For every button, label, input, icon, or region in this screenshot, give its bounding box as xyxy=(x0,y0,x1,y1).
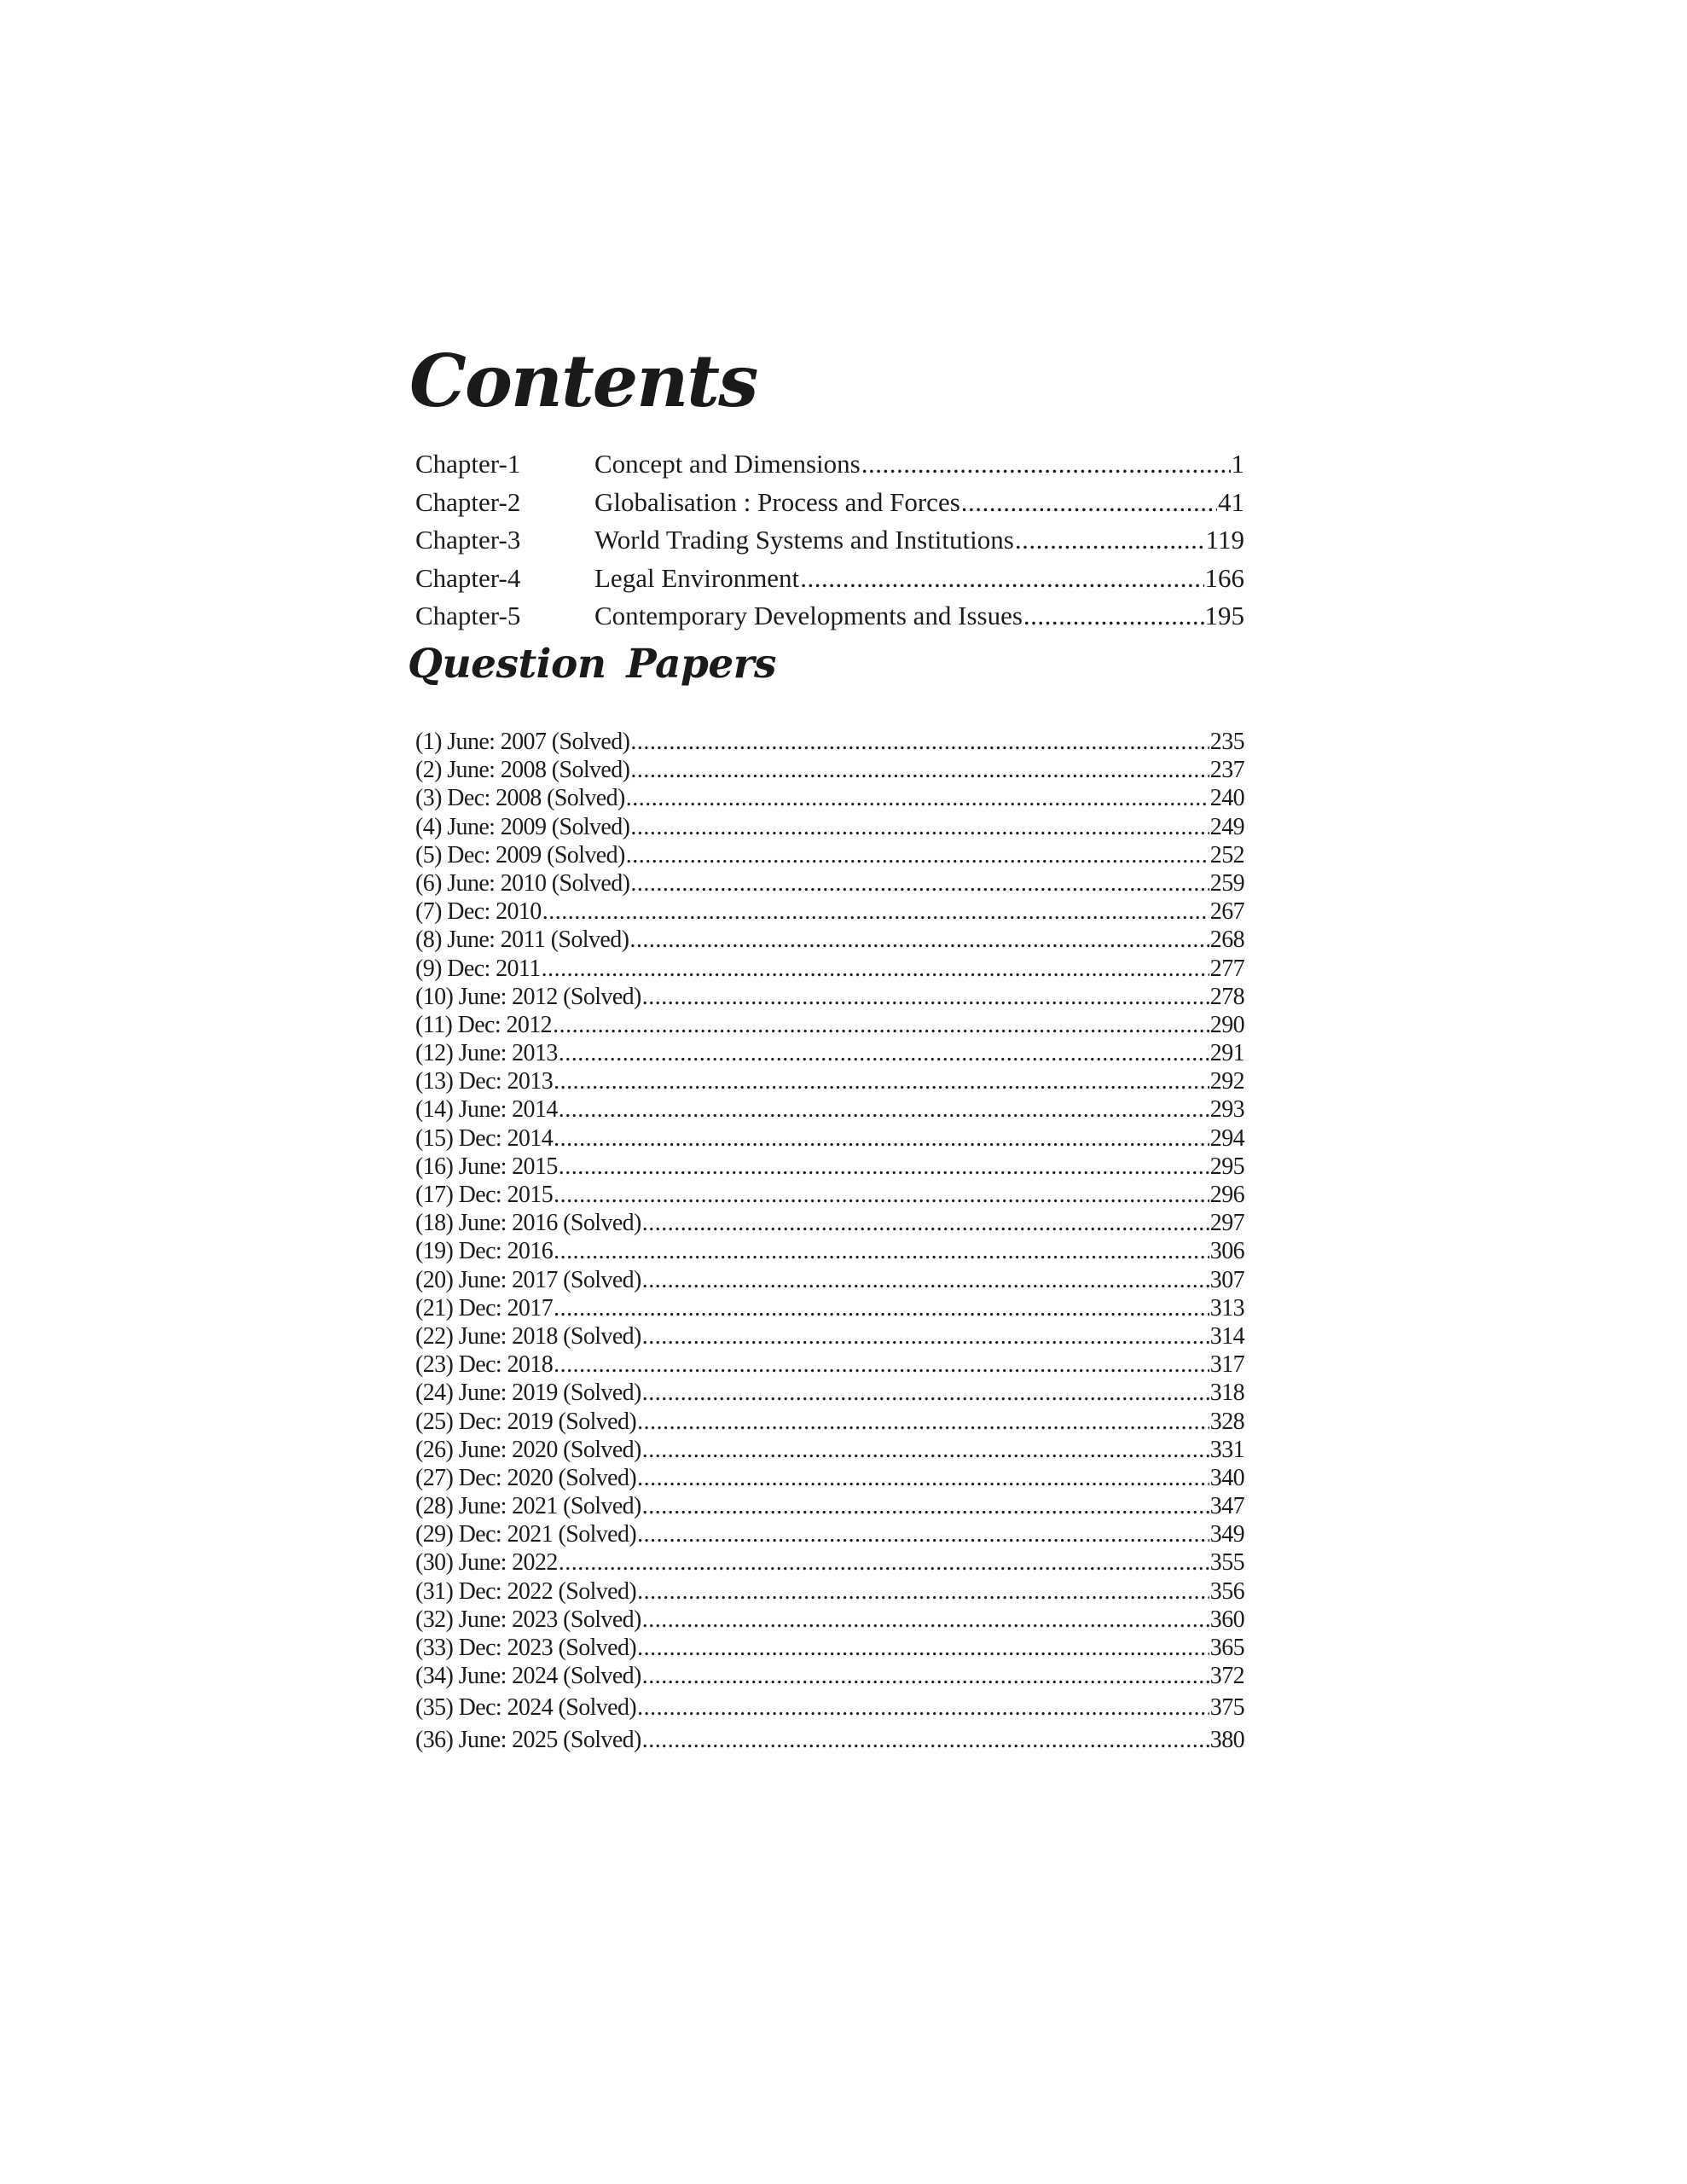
paper-label: (4) June: 2009 (Solved) xyxy=(415,813,630,840)
paper-label: (12) June: 2013 xyxy=(415,1040,558,1067)
paper-row xyxy=(415,1350,1244,1379)
chapter-row xyxy=(415,521,1244,560)
paper-page-number: 380 xyxy=(1209,1726,1244,1753)
dot-leader xyxy=(642,1266,1209,1294)
paper-page-number: 268 xyxy=(1209,926,1244,954)
paper-page-number: 292 xyxy=(1209,1068,1244,1095)
paper-row xyxy=(415,1520,1244,1548)
chapter-title: Legal Environment xyxy=(594,562,800,593)
chapter-title: Concept and Dimensions xyxy=(594,449,861,479)
paper-label: (5) Dec: 2009 (Solved) xyxy=(415,841,625,868)
paper-page-number: 317 xyxy=(1209,1351,1244,1379)
paper-row xyxy=(415,1726,1244,1754)
dot-leader xyxy=(637,1408,1209,1436)
paper-page-number: 347 xyxy=(1209,1493,1244,1520)
dot-leader xyxy=(637,1464,1209,1492)
paper-label: (3) Dec: 2008 (Solved) xyxy=(415,785,625,812)
dot-leader xyxy=(800,560,1203,598)
paper-page-number: 365 xyxy=(1209,1635,1244,1661)
dot-leader xyxy=(642,1662,1209,1690)
paper-page-number: 349 xyxy=(1209,1521,1244,1548)
dot-leader xyxy=(626,784,1209,812)
paper-label: (27) Dec: 2020 (Solved) xyxy=(415,1464,637,1491)
chapter-row xyxy=(415,445,1244,484)
dot-leader xyxy=(630,756,1209,784)
paper-page-number: 290 xyxy=(1209,1011,1244,1038)
paper-row xyxy=(415,1067,1244,1095)
paper-label: (31) Dec: 2022 (Solved) xyxy=(415,1577,637,1605)
paper-label: (10) June: 2012 (Solved) xyxy=(415,983,641,1010)
paper-label: (6) June: 2010 (Solved) xyxy=(415,869,630,897)
chapter-page-number: 41 xyxy=(1218,486,1244,517)
paper-label: (24) June: 2019 (Solved) xyxy=(415,1380,641,1407)
contents-heading: Contents xyxy=(409,339,757,423)
paper-row xyxy=(415,1237,1244,1265)
paper-row xyxy=(415,983,1244,1011)
dot-leader xyxy=(642,1322,1209,1350)
dot-leader xyxy=(642,1726,1209,1754)
dot-leader xyxy=(637,1520,1209,1548)
paper-row xyxy=(415,955,1244,983)
dot-leader xyxy=(630,869,1209,897)
paper-label: (18) June: 2016 (Solved) xyxy=(415,1210,641,1237)
paper-label: (28) June: 2021 (Solved) xyxy=(415,1493,641,1520)
paper-label: (21) Dec: 2017 xyxy=(415,1294,554,1321)
dot-leader xyxy=(637,1577,1209,1606)
paper-label: (33) Dec: 2023 (Solved) xyxy=(415,1635,637,1661)
paper-row xyxy=(415,1266,1244,1294)
chapter-number: Chapter-1 xyxy=(415,449,521,479)
dot-leader xyxy=(1015,521,1205,560)
paper-page-number: 277 xyxy=(1209,955,1244,982)
paper-label: (22) June: 2018 (Solved) xyxy=(415,1322,641,1350)
paper-label: (2) June: 2008 (Solved) xyxy=(415,757,630,784)
paper-page-number: 237 xyxy=(1209,757,1244,784)
chapter-title: World Trading Systems and Institutions xyxy=(594,525,1014,555)
paper-row xyxy=(415,1464,1244,1492)
chapter-title: Globalisation : Process and Forces xyxy=(594,486,960,517)
paper-page-number: 294 xyxy=(1209,1124,1244,1152)
paper-row xyxy=(415,1153,1244,1181)
paper-label: (29) Dec: 2021 (Solved) xyxy=(415,1521,637,1548)
paper-label: (34) June: 2024 (Solved) xyxy=(415,1663,641,1690)
dot-leader xyxy=(559,1548,1209,1577)
chapter-number: Chapter-4 xyxy=(415,562,521,593)
dot-leader xyxy=(626,841,1209,869)
paper-page-number: 267 xyxy=(1209,898,1244,926)
dot-leader xyxy=(642,1606,1209,1634)
paper-label: (13) Dec: 2013 xyxy=(415,1068,554,1095)
paper-row xyxy=(415,1181,1244,1209)
paper-page-number: 297 xyxy=(1209,1210,1244,1237)
paper-page-number: 296 xyxy=(1209,1182,1244,1208)
paper-page-number: 375 xyxy=(1209,1694,1244,1722)
paper-label: (25) Dec: 2019 (Solved) xyxy=(415,1408,637,1435)
dot-leader xyxy=(961,484,1217,522)
paper-row xyxy=(415,1209,1244,1237)
paper-label: (36) June: 2025 (Solved) xyxy=(415,1726,641,1753)
paper-page-number: 259 xyxy=(1209,869,1244,897)
chapter-page-number: 195 xyxy=(1204,601,1244,630)
paper-row xyxy=(415,1662,1244,1690)
dot-leader xyxy=(554,1124,1209,1153)
paper-page-number: 295 xyxy=(1209,1153,1244,1180)
paper-label: (14) June: 2014 xyxy=(415,1096,558,1124)
paper-page-number: 328 xyxy=(1209,1408,1244,1435)
chapter-page-number: 166 xyxy=(1204,562,1244,593)
paper-label: (11) Dec: 2012 xyxy=(415,1011,553,1038)
dot-leader xyxy=(642,1209,1209,1237)
paper-row xyxy=(415,1634,1244,1662)
paper-page-number: 314 xyxy=(1209,1322,1244,1350)
paper-page-number: 249 xyxy=(1209,813,1244,840)
paper-page-number: 313 xyxy=(1209,1294,1244,1321)
paper-label: (8) June: 2011 (Solved) xyxy=(415,926,629,954)
dot-leader xyxy=(642,1436,1209,1464)
paper-label: (26) June: 2020 (Solved) xyxy=(415,1436,641,1463)
paper-label: (20) June: 2017 (Solved) xyxy=(415,1266,641,1293)
paper-page-number: 240 xyxy=(1209,785,1244,812)
chapter-number: Chapter-2 xyxy=(415,486,521,517)
question-papers-heading: Question Papers xyxy=(408,641,776,688)
paper-label: (32) June: 2023 (Solved) xyxy=(415,1606,641,1633)
paper-label: (19) Dec: 2016 xyxy=(415,1238,554,1265)
paper-page-number: 291 xyxy=(1209,1040,1244,1067)
paper-page-number: 235 xyxy=(1209,729,1244,755)
paper-row xyxy=(415,756,1244,784)
paper-page-number: 307 xyxy=(1209,1266,1244,1293)
paper-row xyxy=(415,1379,1244,1407)
chapter-row xyxy=(415,484,1244,522)
paper-row xyxy=(415,926,1244,954)
chapter-number: Chapter-3 xyxy=(415,525,521,555)
paper-page-number: 306 xyxy=(1209,1238,1244,1265)
dot-leader xyxy=(554,1350,1209,1379)
paper-page-number: 340 xyxy=(1209,1464,1244,1491)
dot-leader xyxy=(642,983,1209,1011)
paper-row xyxy=(415,813,1244,841)
chapter-title: Contemporary Developments and Issues xyxy=(594,601,1023,630)
paper-row xyxy=(415,1408,1244,1436)
paper-label: (7) Dec: 2010 xyxy=(415,898,542,926)
dot-leader xyxy=(542,897,1209,926)
paper-row xyxy=(415,1039,1244,1067)
paper-row xyxy=(415,1606,1244,1634)
paper-row xyxy=(415,1124,1244,1153)
paper-row xyxy=(415,1577,1244,1606)
paper-row xyxy=(415,784,1244,812)
paper-label: (35) Dec: 2024 (Solved) xyxy=(415,1694,637,1722)
paper-label: (1) June: 2007 (Solved) xyxy=(415,729,630,755)
dot-leader xyxy=(542,955,1209,983)
paper-label: (15) Dec: 2014 xyxy=(415,1124,554,1152)
paper-page-number: 356 xyxy=(1209,1577,1244,1605)
question-paper-list xyxy=(415,728,1244,1754)
paper-row xyxy=(415,1011,1244,1039)
paper-row xyxy=(415,841,1244,869)
paper-row xyxy=(415,897,1244,926)
dot-leader xyxy=(642,1492,1209,1520)
paper-row xyxy=(415,1322,1244,1350)
chapter-page-number: 1 xyxy=(1231,449,1244,479)
dot-leader xyxy=(637,1634,1209,1662)
chapter-page-number: 119 xyxy=(1205,525,1244,555)
dot-leader xyxy=(554,1181,1209,1209)
dot-leader xyxy=(559,1039,1209,1067)
dot-leader xyxy=(553,1011,1209,1039)
paper-page-number: 252 xyxy=(1209,841,1244,868)
paper-page-number: 318 xyxy=(1209,1380,1244,1407)
paper-label: (9) Dec: 2011 xyxy=(415,955,541,982)
paper-page-number: 360 xyxy=(1209,1606,1244,1633)
dot-leader xyxy=(630,813,1209,841)
paper-label: (30) June: 2022 xyxy=(415,1549,558,1577)
paper-page-number: 293 xyxy=(1209,1096,1244,1124)
paper-row xyxy=(415,728,1244,756)
paper-label: (23) Dec: 2018 xyxy=(415,1351,554,1379)
dot-leader xyxy=(629,926,1209,954)
chapter-number: Chapter-5 xyxy=(415,601,521,630)
dot-leader xyxy=(1023,597,1204,636)
dot-leader xyxy=(630,728,1209,756)
paper-page-number: 355 xyxy=(1209,1549,1244,1577)
chapter-row xyxy=(415,560,1244,598)
dot-leader xyxy=(554,1067,1209,1095)
dot-leader xyxy=(559,1095,1209,1124)
paper-page-number: 372 xyxy=(1209,1663,1244,1690)
dot-leader xyxy=(642,1379,1209,1407)
dot-leader xyxy=(637,1693,1209,1722)
chapter-row xyxy=(415,597,1244,636)
paper-label: (17) Dec: 2015 xyxy=(415,1182,554,1208)
paper-row xyxy=(415,1294,1244,1322)
paper-row xyxy=(415,1548,1244,1577)
dot-leader xyxy=(554,1294,1209,1322)
paper-row xyxy=(415,869,1244,897)
chapter-list xyxy=(415,445,1244,636)
paper-row xyxy=(415,1492,1244,1520)
paper-row xyxy=(415,1095,1244,1124)
paper-row xyxy=(415,1693,1244,1722)
paper-page-number: 331 xyxy=(1209,1436,1244,1463)
paper-label: (16) June: 2015 xyxy=(415,1153,558,1180)
dot-leader xyxy=(559,1153,1209,1181)
paper-page-number: 278 xyxy=(1209,983,1244,1010)
dot-leader xyxy=(861,445,1231,484)
dot-leader xyxy=(554,1237,1209,1265)
paper-row xyxy=(415,1436,1244,1464)
